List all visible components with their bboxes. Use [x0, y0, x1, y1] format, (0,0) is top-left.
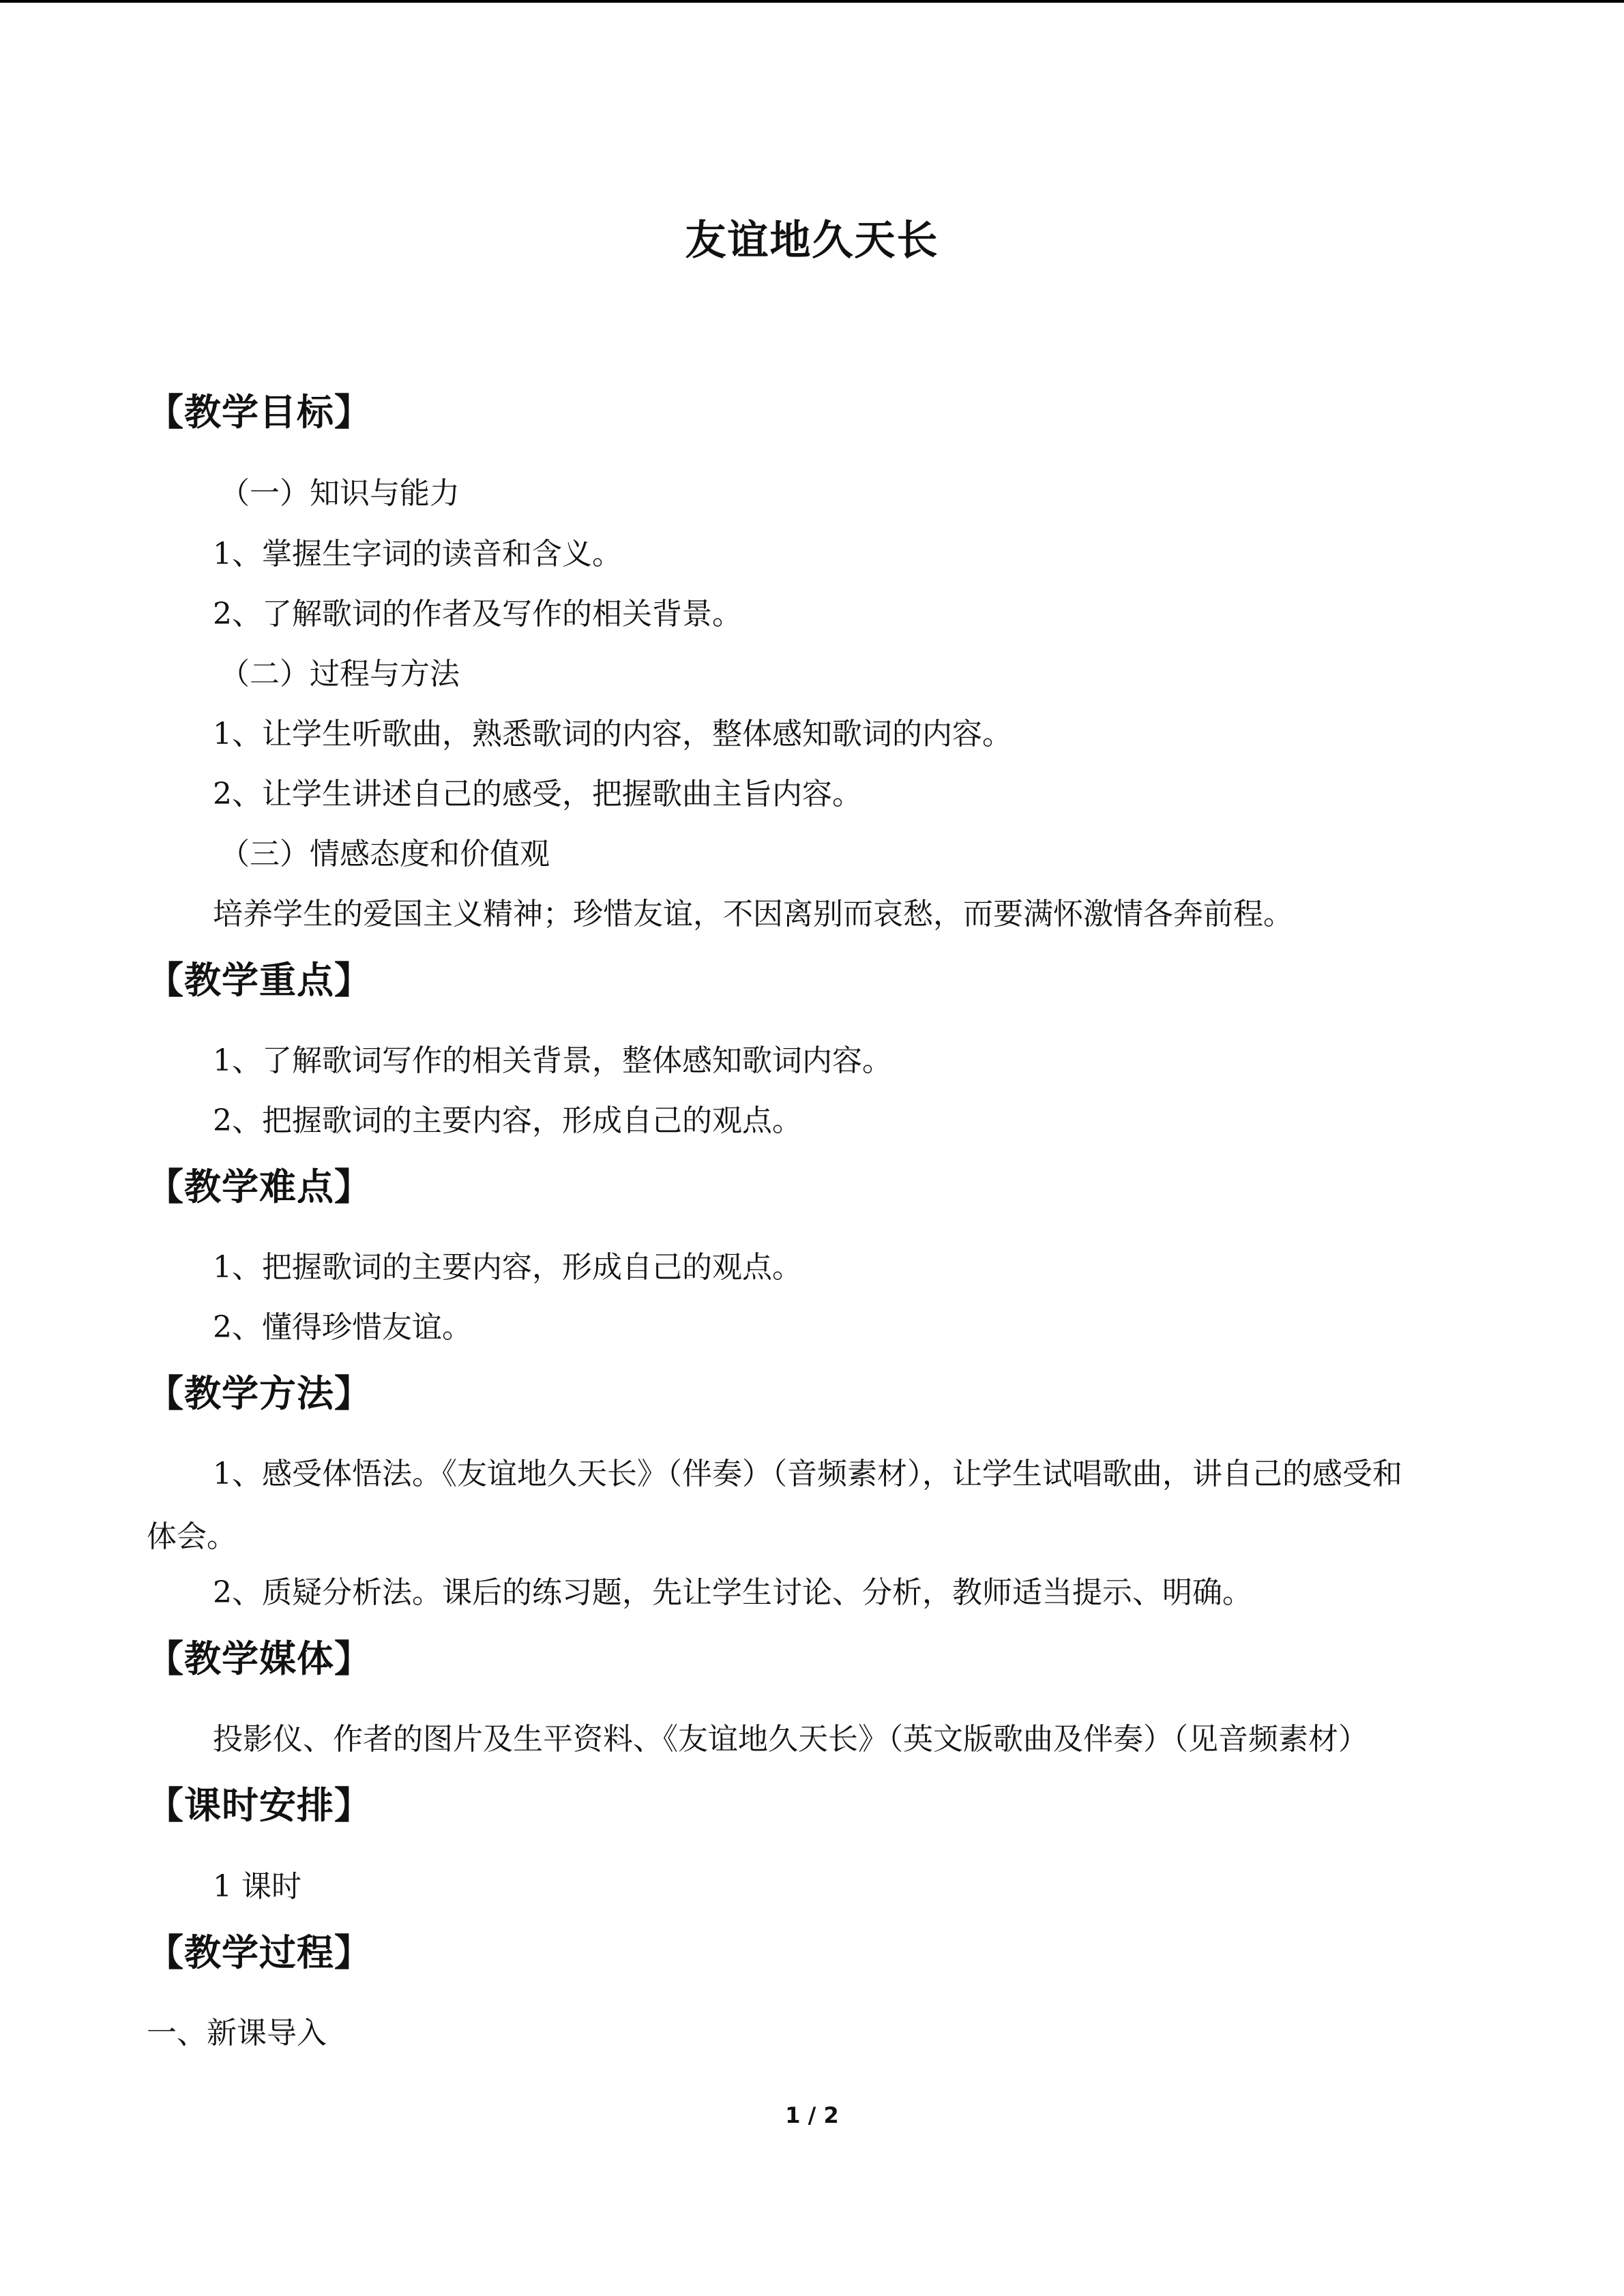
objectives-item-1-2: 2、了解歌词的作者及写作的相关背景。: [213, 597, 742, 631]
objectives-item-3-1: 培养学生的爱国主义精神；珍惜友谊，不因离别而哀愁，而要满怀激情各奔前程。: [213, 897, 1293, 931]
objectives-sub-3: （三）情感态度和价值观: [220, 837, 550, 871]
objectives-item-2-1: 1、让学生听歌曲，熟悉歌词的内容，整体感知歌词的内容。: [213, 717, 1012, 751]
heading-key-points: 【教学重点】: [147, 958, 372, 1002]
objectives-item-2-2: 2、让学生讲述自己的感受，把握歌曲主旨内容。: [213, 777, 862, 811]
key-points-item-2: 2、把握歌词的主要内容，形成自己的观点。: [213, 1103, 802, 1138]
difficulties-item-1: 1、把握歌词的主要内容，形成自己的观点。: [213, 1250, 802, 1285]
methods-item-1: 1、感受体悟法。《友谊地久天长》（伴奏）（音频素材），让学生试唱歌曲，讲自己的感受和体会。: [147, 1457, 1402, 1554]
heading-schedule: 【课时安排】: [147, 1783, 372, 1827]
heading-media: 【教学媒体】: [147, 1637, 372, 1680]
objectives-item-1-1: 1、掌握生字词的读音和含义。: [213, 537, 622, 571]
page-top-border: [0, 0, 1624, 3]
key-points-item-1: 1、了解歌词写作的相关背景，整体感知歌词内容。: [213, 1043, 892, 1078]
schedule-item-1: 1 课时: [213, 1869, 301, 1904]
heading-objectives: 【教学目标】: [147, 390, 372, 434]
page-number: 1 / 2: [785, 2102, 839, 2128]
heading-difficulties: 【教学难点】: [147, 1165, 372, 1208]
objectives-sub-2: （二）过程与方法: [220, 657, 460, 691]
methods-item-2: 2、质疑分析法。课后的练习题，先让学生讨论、分析，教师适当提示、明确。: [213, 1575, 1252, 1610]
difficulties-item-2: 2、懂得珍惜友谊。: [213, 1310, 472, 1345]
process-item-1: 一、新课导入: [147, 2016, 327, 2051]
document-title: 友谊地久天长: [685, 217, 939, 265]
heading-process: 【教学过程】: [147, 1930, 372, 1974]
media-item-1: 投影仪、作者的图片及生平资料、《友谊地久天长》（英文版歌曲及伴奏）（见音频素材）: [213, 1722, 1368, 1757]
heading-methods: 【教学方法】: [147, 1371, 372, 1415]
objectives-sub-1: （一）知识与能力: [220, 476, 460, 511]
